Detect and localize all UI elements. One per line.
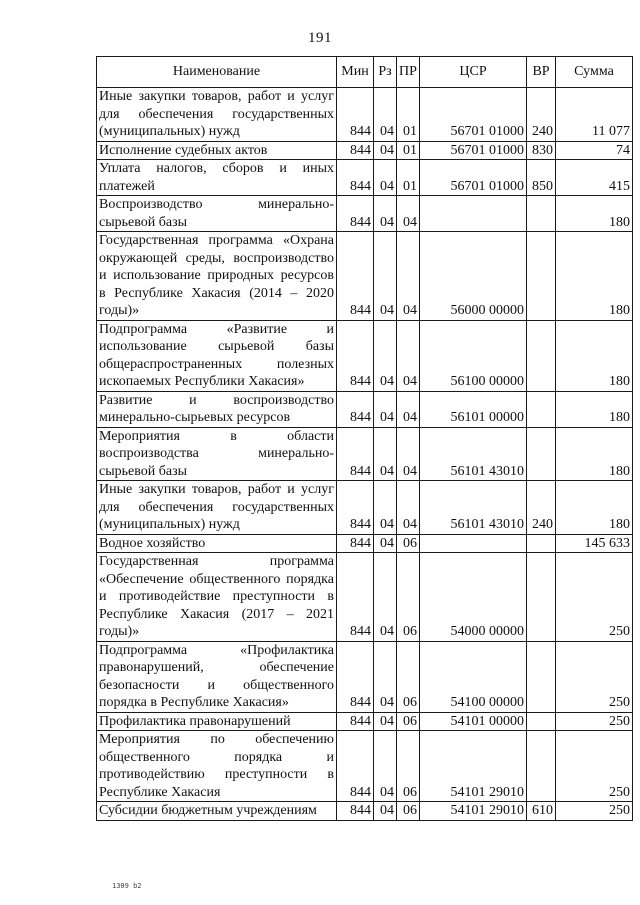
- row-vr: [527, 553, 556, 642]
- row-sum: 180: [556, 196, 633, 232]
- budget-table: [96, 56, 633, 821]
- table-header-row: [97, 57, 633, 88]
- row-rz: 04: [374, 427, 397, 481]
- row-name: Государственная программа «Обеспечение общественного порядка и противодействие преступности в Республике Хакасия (2017 – 2021 годы)»: [97, 553, 337, 642]
- row-sum: 250: [556, 802, 633, 821]
- table-row: [97, 160, 633, 196]
- column-header-vr: ВР: [527, 57, 556, 88]
- row-rz: 04: [374, 481, 397, 535]
- table-row: [97, 427, 633, 481]
- row-pr: 04: [397, 320, 420, 391]
- row-min: 844: [337, 481, 374, 535]
- row-pr: 06: [397, 802, 420, 821]
- row-min: 844: [337, 712, 374, 731]
- table-row: [97, 641, 633, 712]
- row-pr: 04: [397, 391, 420, 427]
- table-row: [97, 534, 633, 553]
- page-number: 191: [308, 30, 332, 46]
- row-vr: [527, 391, 556, 427]
- table-row: [97, 481, 633, 535]
- row-name: Иные закупки товаров, работ и услуг для обеспечения государственных (муниципальных) нужд: [97, 88, 337, 142]
- column-header-csr: ЦСР: [420, 57, 527, 88]
- footer-code: 1309 b2: [112, 882, 142, 890]
- row-csr: 54101 29010: [420, 731, 527, 802]
- row-pr: 01: [397, 88, 420, 142]
- row-rz: 04: [374, 232, 397, 321]
- row-sum: 180: [556, 391, 633, 427]
- column-header-pr: ПР: [397, 57, 420, 88]
- row-vr: 830: [527, 141, 556, 160]
- row-pr: 06: [397, 553, 420, 642]
- row-rz: 04: [374, 712, 397, 731]
- row-pr: 01: [397, 141, 420, 160]
- row-rz: 04: [374, 802, 397, 821]
- row-pr: 06: [397, 534, 420, 553]
- column-header-min: Мин: [337, 57, 374, 88]
- row-min: 844: [337, 88, 374, 142]
- row-rz: 04: [374, 88, 397, 142]
- row-rz: 04: [374, 391, 397, 427]
- row-min: 844: [337, 731, 374, 802]
- row-min: 844: [337, 160, 374, 196]
- row-csr: 54101 00000: [420, 712, 527, 731]
- row-csr: [420, 196, 527, 232]
- table-row: [97, 88, 633, 142]
- table-row: [97, 232, 633, 321]
- row-csr: 56000 00000: [420, 232, 527, 321]
- column-header-sum: Сумма: [556, 57, 633, 88]
- row-vr: [527, 641, 556, 712]
- row-min: 844: [337, 320, 374, 391]
- table-row: [97, 391, 633, 427]
- column-header-rz: Рз: [374, 57, 397, 88]
- row-sum: 250: [556, 553, 633, 642]
- row-csr: 56701 01000: [420, 160, 527, 196]
- row-name: Субсидии бюджетным учреждениям: [97, 802, 337, 821]
- row-min: 844: [337, 141, 374, 160]
- row-name: Развитие и воспроизводство минерально-сырьевых ресурсов: [97, 391, 337, 427]
- row-name: Водное хозяйство: [97, 534, 337, 553]
- row-rz: 04: [374, 553, 397, 642]
- row-sum: 250: [556, 731, 633, 802]
- row-sum: 180: [556, 232, 633, 321]
- table-row: [97, 320, 633, 391]
- row-sum: 11 077: [556, 88, 633, 142]
- table-row: [97, 731, 633, 802]
- row-csr: 54000 00000: [420, 553, 527, 642]
- row-vr: 240: [527, 88, 556, 142]
- row-pr: 04: [397, 427, 420, 481]
- row-rz: 04: [374, 141, 397, 160]
- row-min: 844: [337, 232, 374, 321]
- row-vr: [527, 320, 556, 391]
- row-csr: 56101 00000: [420, 391, 527, 427]
- row-vr: [527, 427, 556, 481]
- column-header-name: Наименование: [97, 57, 337, 88]
- row-name: Профилактика правонарушений: [97, 712, 337, 731]
- row-vr: 240: [527, 481, 556, 535]
- row-name: Подпрограмма «Профилактика правонарушений, обеспечение безопасности и общественного порядка в Республике Хакасия»: [97, 641, 337, 712]
- row-pr: 04: [397, 481, 420, 535]
- row-min: 844: [337, 391, 374, 427]
- row-vr: [527, 232, 556, 321]
- row-name: Воспроизводство минерально-сырьевой базы: [97, 196, 337, 232]
- row-csr: 56701 01000: [420, 141, 527, 160]
- row-rz: 04: [374, 534, 397, 553]
- row-name: Иные закупки товаров, работ и услуг для обеспечения государственных (муниципальных) нужд: [97, 481, 337, 535]
- row-min: 844: [337, 534, 374, 553]
- row-vr: 850: [527, 160, 556, 196]
- row-vr: [527, 731, 556, 802]
- row-sum: 74: [556, 141, 633, 160]
- row-csr: 54100 00000: [420, 641, 527, 712]
- row-sum: 180: [556, 320, 633, 391]
- row-vr: 610: [527, 802, 556, 821]
- row-name: Мероприятия в области воспроизводства минерально-сырьевой базы: [97, 427, 337, 481]
- row-sum: 180: [556, 481, 633, 535]
- row-name: Государственная программа «Охрана окружающей среды, воспроизводство и использование природных ресурсов в Республике Хакасия (2014 – 2020 годы)»: [97, 232, 337, 321]
- row-sum: 180: [556, 427, 633, 481]
- row-pr: 01: [397, 160, 420, 196]
- row-csr: [420, 534, 527, 553]
- row-vr: [527, 712, 556, 731]
- row-name: Мероприятия по обеспечению общественного порядка и противодействию преступности в Республике Хакасия: [97, 731, 337, 802]
- row-vr: [527, 534, 556, 553]
- table-row: [97, 141, 633, 160]
- row-rz: 04: [374, 731, 397, 802]
- row-min: 844: [337, 802, 374, 821]
- row-csr: 56101 43010: [420, 427, 527, 481]
- row-rz: 04: [374, 196, 397, 232]
- row-csr: 56701 01000: [420, 88, 527, 142]
- row-pr: 06: [397, 641, 420, 712]
- row-csr: 56100 00000: [420, 320, 527, 391]
- row-min: 844: [337, 196, 374, 232]
- row-sum: 250: [556, 641, 633, 712]
- row-name: Подпрограмма «Развитие и использование сырьевой базы общераспространенных полезных ископаемых Республики Хакасия»: [97, 320, 337, 391]
- row-rz: 04: [374, 160, 397, 196]
- row-pr: 06: [397, 712, 420, 731]
- row-pr: 06: [397, 731, 420, 802]
- row-sum: 145 633: [556, 534, 633, 553]
- row-min: 844: [337, 641, 374, 712]
- row-csr: 54101 29010: [420, 802, 527, 821]
- table-row: [97, 196, 633, 232]
- row-vr: [527, 196, 556, 232]
- row-min: 844: [337, 427, 374, 481]
- row-rz: 04: [374, 320, 397, 391]
- row-sum: 250: [556, 712, 633, 731]
- row-pr: 04: [397, 232, 420, 321]
- table-row: [97, 553, 633, 642]
- table-row: [97, 712, 633, 731]
- row-rz: 04: [374, 641, 397, 712]
- row-name: Исполнение судебных актов: [97, 141, 337, 160]
- row-csr: 56101 43010: [420, 481, 527, 535]
- row-min: 844: [337, 553, 374, 642]
- table-row: [97, 802, 633, 821]
- row-sum: 415: [556, 160, 633, 196]
- row-name: Уплата налогов, сборов и иных платежей: [97, 160, 337, 196]
- row-pr: 04: [397, 196, 420, 232]
